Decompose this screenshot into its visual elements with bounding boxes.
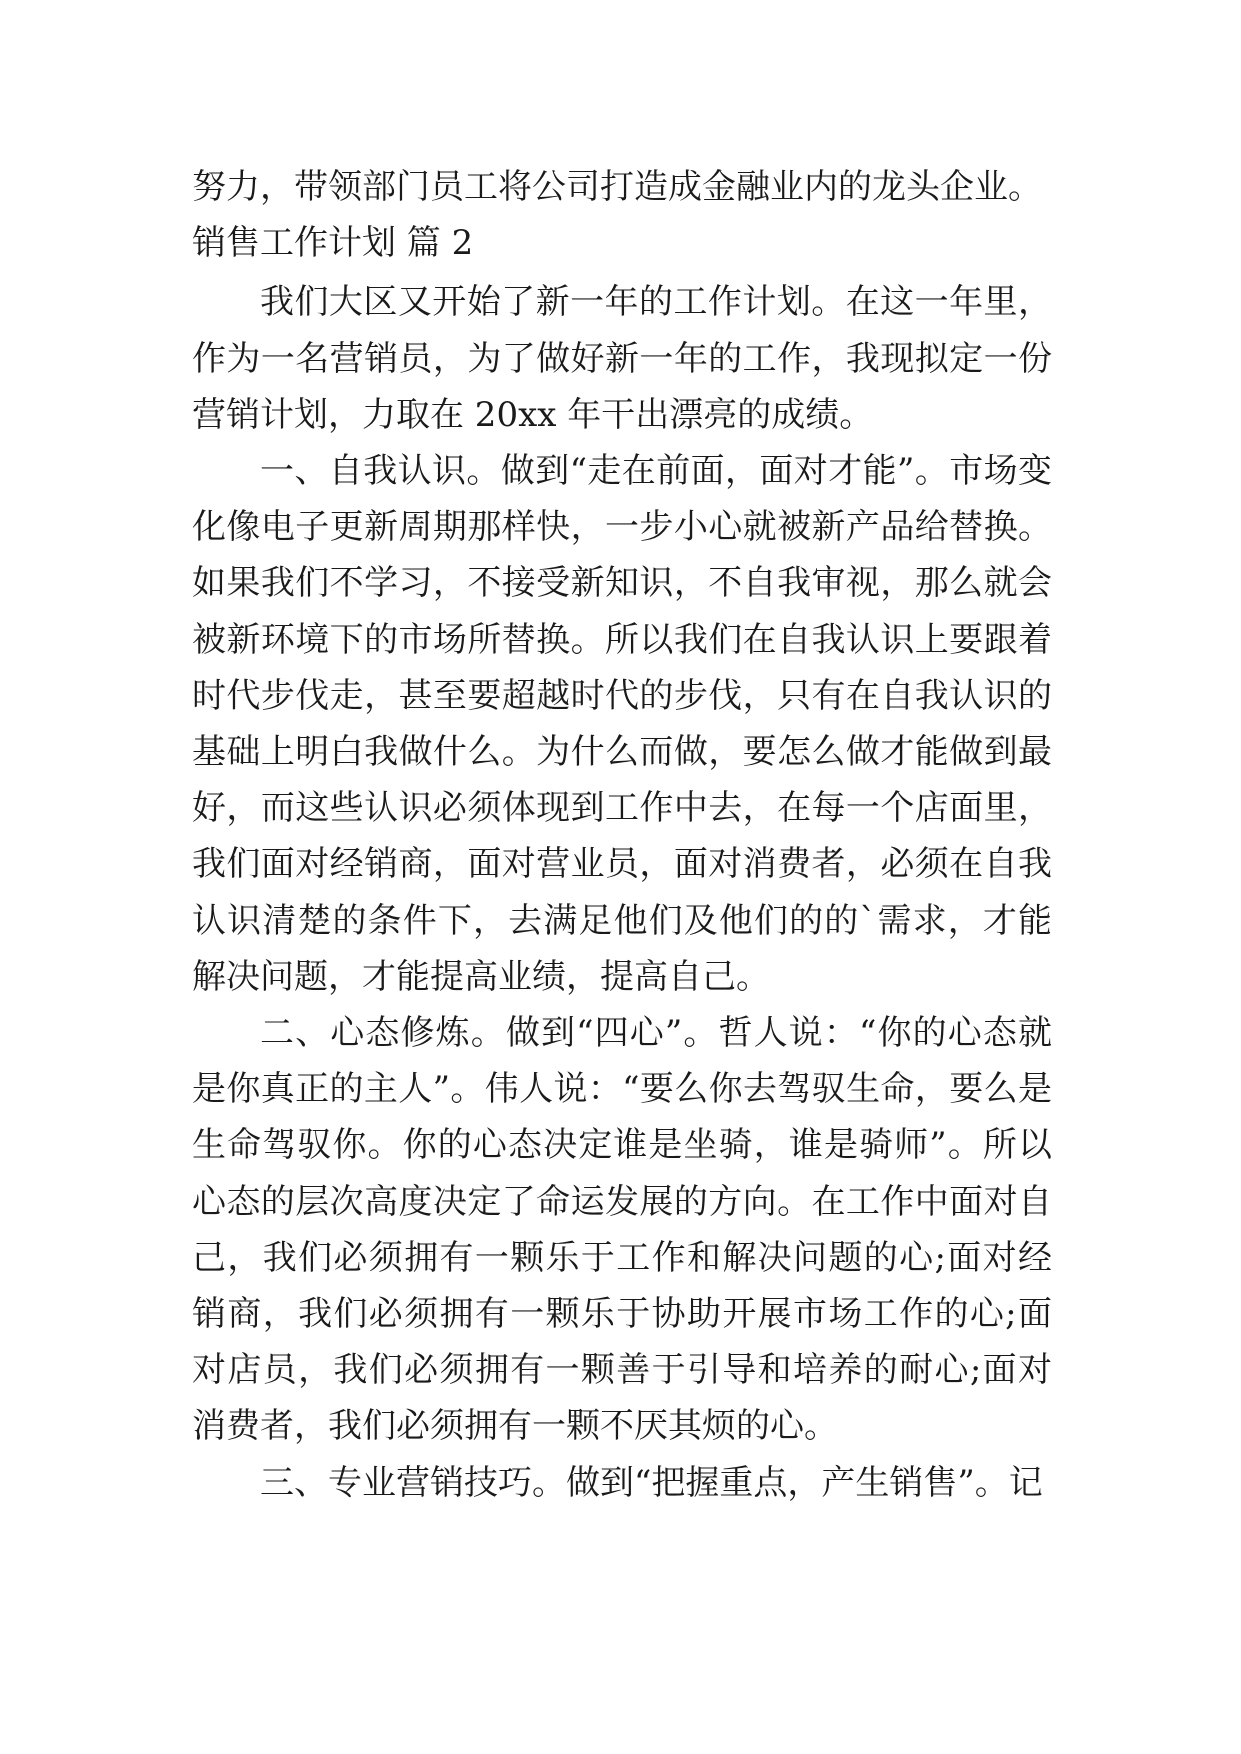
paragraph-self-awareness: 一、自我认识。做到“走在前面，面对才能”。市场变化像电子更新周期那样快，一步小心就被新产品给替换。如果我们不学习，不接受新知识，不自我审视，那么就会被新环境下的市场所替换。所以我们在自我认识上要跟着时代步伐走，甚至要超越时代的步伐，只有在自我认识的基础上明白我做什么。为什么而做，要怎么做才能做到最好，而这些认识必须体现到工作中去，在每一个店面里，我们面对经销商，面对营业员，面对消费者，必须在自我认识清楚的条件下，去满足他们及他们的的`需求，才能解决问题，才能提高业绩，提高自己。 xyxy=(192,451,1052,997)
paragraph-mindset: 二、心态修炼。做到“四心”。哲人说：“你的心态就是你真正的主人”。伟人说：“要么你去驾驭生命，要么是生命驾驭你。你的心态决定谁是坐骑，谁是骑师”。所以心态的层次高度决定了命运发展的方向。在工作中面对自己，我们必须拥有一颗乐于工作和解决问题的心;面对经销商，我们必须拥有一颗乐于协助开展市场工作的心;面对店员，我们必须拥有一颗善于引导和培养的耐心;面对消费者，我们必须拥有一颗不厌其烦的心。 xyxy=(192,1013,1052,1447)
previous-section-last-line: 努力，带领部门员工将公司打造成金融业内的龙头企业。 xyxy=(192,167,1042,207)
section-heading: 销售工作计划 篇 2 xyxy=(192,223,474,264)
paragraph-sales-skills: 三、专业营销技巧。做到“把握重点，产生销售”。记 xyxy=(260,1462,1043,1503)
document-body xyxy=(192,159,1052,1511)
paragraph-intro: 我们大区又开始了新一年的工作计划。在这一年里，作为一名营销员，为了做好新一年的工作，我现拟定一份营销计划，力取在 20xx 年干出漂亮的成绩。 xyxy=(192,282,1052,435)
